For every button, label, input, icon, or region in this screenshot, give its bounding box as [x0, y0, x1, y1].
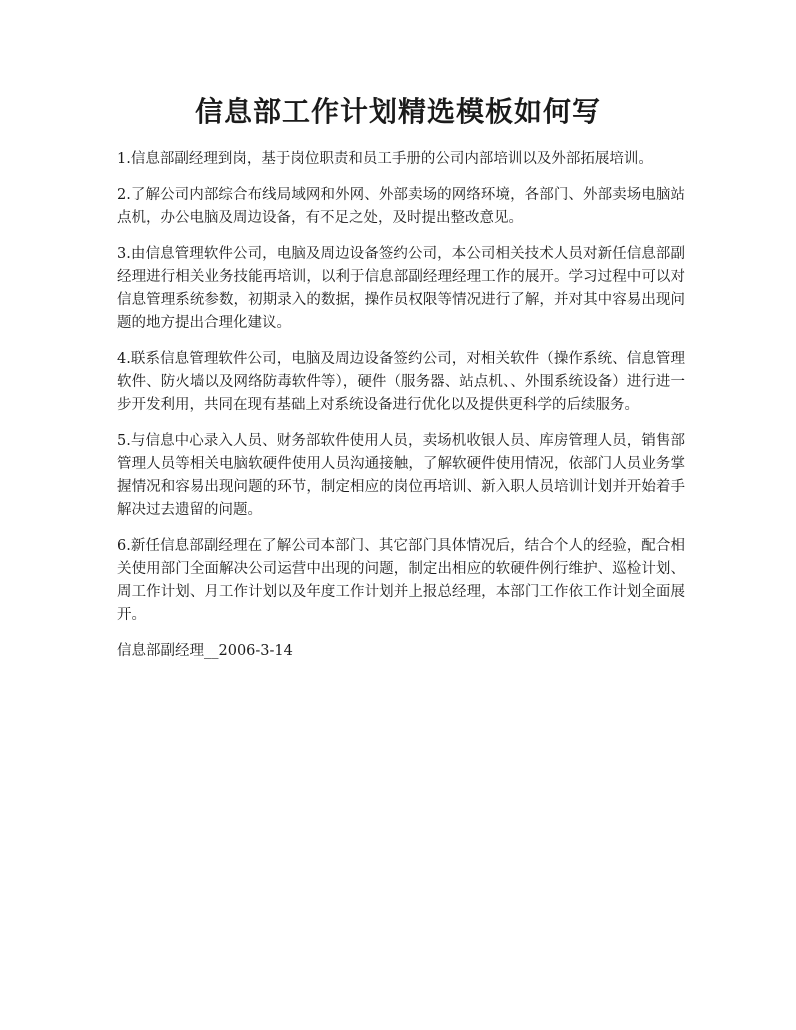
paragraph-5: 5.与信息中心录入人员、财务部软件使用人员，卖场机收银人员、库房管理人员，销售部管理人员等相关电脑软硬件使用人员沟通接触，了解软硬件使用情况，依部门人员业务掌握情况和容易出现问题的环节，制定相应的岗位再培训、新入职人员培训计划并开始着手解决过去遗留的问题。 — [117, 433, 685, 518]
signature-line: 信息部副经理__2006-3-14 — [117, 643, 293, 659]
document-body — [117, 148, 685, 663]
paragraph-4: 4.联系信息管理软件公司，电脑及周边设备签约公司，对相关软件（操作系统、信息管理软件、防火墙以及网络防毒软件等），硬件（服务器、站点机、、外围系统设备）进行进一步开发利用，共同在现有基础上对系统设备进行优化以及提供更科学的后续服务。 — [117, 351, 685, 413]
paragraph-6: 6.新任信息部副经理在了解公司本部门、其它部门具体情况后，结合个人的经验，配合相关使用部门全面解决公司运营中出现的问题，制定出相应的软硬件例行维护、巡检计划、周工作计划、月工作计划以及年度工作计划并上报总经理，本部门工作依工作计划全面展开。 — [117, 538, 685, 623]
paragraph-1: 1.信息部副经理到岗，基于岗位职责和员工手册的公司内部培训以及外部拓展培训。 — [117, 151, 653, 167]
paragraph-2: 2.了解公司内部综合布线局域网和外网、外部卖场的网络环境，各部门、外部卖场电脑站点机，办公电脑及周边设备，有不足之处，及时提出整改意见。 — [117, 187, 685, 226]
document-title: 信息部工作计划精选模板如何写 — [194, 95, 601, 128]
paragraph-3: 3.由信息管理软件公司，电脑及周边设备签约公司，本公司相关技术人员对新任信息部副经理进行相关业务技能再培训，以利于信息部副经理经理工作的展开。学习过程中可以对信息管理系统参数，初期录入的数据，操作员权限等情况进行了解，并对其中容易出现问题的地方提出合理化建议。 — [117, 246, 685, 331]
